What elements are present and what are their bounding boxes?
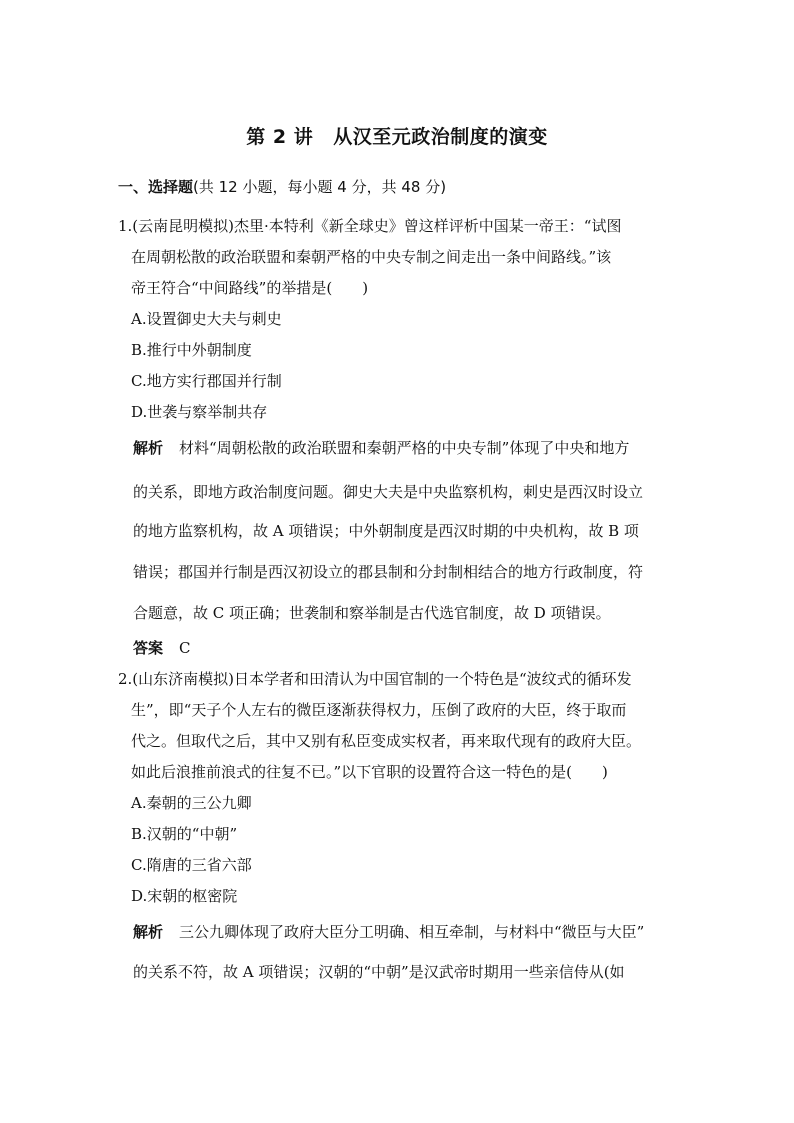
question-1-line-1: 1.(云南昆明模拟)杰里·本特利《新全球史》曾这样评析中国某一帝王：“试图 [118,217,622,235]
question-1-analysis-line-3: 的地方监察机构，故 A 项错误；中外朝制度是西汉时期的中央机构，故 B 项 [133,522,639,540]
question-1-analysis-line-5: 合题意，故 C 项正确；世袭制和察举制是古代选官制度，故 D 项错误。 [133,604,611,622]
question-2-option-a: A.秦朝的三公九卿 [131,794,252,812]
question-2-option-b: B.汉朝的“中朝” [131,825,238,843]
question-1-option-a: A.设置御史大夫与刺史 [131,310,282,328]
question-1-option-d: D.世袭与察举制共存 [131,403,268,421]
question-2-line-2: 生”，即“天子个人左右的微臣逐渐获得权力，压倒了政府的大臣，终于取而 [131,701,627,719]
lecture-title: 从汉至元政治制度的演变 [333,126,548,148]
question-2-analysis-line-2: 的关系不符，故 A 项错误；汉朝的“中朝”是汉武帝时期用一些亲信侍从(如 [133,963,625,981]
analysis-text: 材料“周朝松散的政治联盟和秦朝严格的中央专制”体现了中央和地方 [179,439,630,457]
question-1-answer [133,638,191,658]
question-1-option-b: B.推行中外朝制度 [131,341,252,359]
answer-label: 答案 [133,639,164,657]
analysis-label: 解析 [133,923,164,941]
analysis-text: 三公九卿体现了政府大臣分工明确、相互牵制，与材料中“微臣与大臣” [179,923,645,941]
question-1-analysis-line-2: 的关系，即地方政治制度问题。御史大夫是中央监察机构，刺史是西汉时设立 [133,483,644,501]
question-2-line-4: 如此后浪推前浪式的往复不已。”以下官职的设置符合这一特色的是( ) [131,763,608,781]
question-2-option-d: D.宋朝的枢密院 [131,887,238,905]
lecture-number: 第 2 讲 [246,126,314,148]
analysis-label: 解析 [133,439,164,457]
question-1-analysis-line-1 [133,438,629,458]
question-1-analysis-line-4: 错误；郡国并行制是西汉初设立的郡县制和分封制相结合的地方行政制度，符 [133,563,644,581]
question-2-line-3: 代之。但取代之后，其中又别有私臣变成实权者，再来取代现有的政府大臣。 [131,732,642,750]
question-1-line-2: 在周朝松散的政治联盟和秦朝严格的中央专制之间走出一条中间路线。”该 [131,248,612,266]
section-label: 一、选择题 [118,178,194,196]
section-desc: (共 12 小题，每小题 4 分，共 48 分) [193,178,447,196]
section-heading [118,177,446,197]
question-2-option-c: C.隋唐的三省六部 [131,856,252,874]
page-title [0,122,794,149]
question-2-line-1: 2.(山东济南模拟)日本学者和田清认为中国官制的一个特色是“波纹式的循环发 [118,670,632,688]
question-1-line-3: 帝王符合“中间路线”的举措是( ) [131,279,369,297]
question-1-option-c: C.地方实行郡国并行制 [131,372,282,390]
answer-value: C [179,639,191,657]
question-2-analysis-line-1 [133,922,644,942]
